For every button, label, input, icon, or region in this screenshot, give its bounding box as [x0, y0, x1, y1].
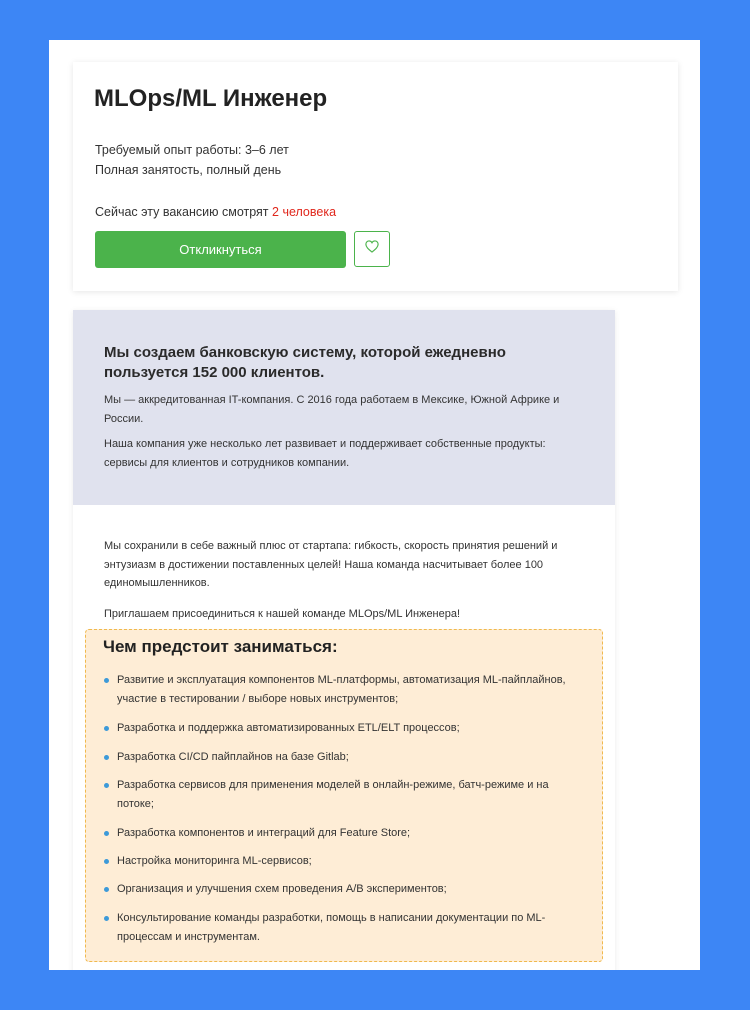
viewers-prefix: Сейчас эту вакансию смотрят: [95, 205, 269, 219]
body-paragraph: Мы сохранили в себе важный плюс от стартапа: гибкость, скорость принятия решений и энтузиазм в достижении поставленных целей! Наша команда насчитывает более 100 единомышленников.: [104, 540, 558, 589]
duty-item: [117, 776, 577, 813]
duty-item: [117, 852, 577, 871]
apply-button[interactable]: Откликнуться: [95, 231, 346, 268]
bullet-icon: [104, 887, 109, 892]
body-paragraph: Приглашаем присоединиться к нашей команде MLOps/ML Инженера!: [104, 608, 461, 620]
vacancy-description: [73, 310, 615, 970]
duty-item: [117, 671, 577, 708]
duty-text: Развитие и эксплуатация компонентов ML-платформы, автоматизация ML-пайплайнов, участие в тестировании / выборе новых инструментов;: [117, 674, 566, 705]
intro-paragraph: Наша компания уже несколько лет развивает и поддерживает собственные продукты: сервисы для клиентов и сотрудников компании.: [104, 438, 546, 469]
duties-title: Чем предстоит заниматься:: [103, 637, 338, 656]
duty-text: Настройка мониторинга ML-сервисов;: [117, 855, 312, 867]
favorite-button[interactable]: [354, 231, 390, 267]
duty-item: [117, 909, 577, 946]
duty-item: [117, 748, 577, 767]
intro-paragraph: Мы — аккредитованная IT-компания. С 2016 года работаем в Мексике, Южной Африке и России.: [104, 394, 560, 425]
bullet-icon: [104, 831, 109, 836]
vacancy-header-card: [73, 62, 678, 291]
duty-item: [117, 880, 577, 899]
bullet-icon: [104, 726, 109, 731]
duty-item: [117, 824, 577, 843]
bullet-icon: [104, 783, 109, 788]
duty-text: Разработка CI/CD пайплайнов на базе Gitlab;: [117, 751, 349, 763]
duty-text: Разработка сервисов для применения моделей в онлайн-режиме, батч-режиме и на потоке;: [117, 779, 549, 810]
bullet-icon: [104, 678, 109, 683]
viewers-info: [95, 205, 336, 219]
duties-block: [85, 629, 603, 962]
employment-text: Полная занятость, полный день: [95, 163, 282, 177]
bullet-icon: [104, 755, 109, 760]
bullet-icon: [104, 916, 109, 921]
duty-text: Разработка компонентов и интеграций для Feature Store;: [117, 827, 411, 839]
bullet-icon: [104, 859, 109, 864]
duty-text: Разработка и поддержка автоматизированных ETL/ELT процессов;: [117, 722, 460, 734]
company-intro: [73, 310, 615, 505]
experience-text: Требуемый опыт работы: 3–6 лет: [95, 143, 289, 157]
vacancy-title: MLOps/ML Инженер: [94, 85, 328, 112]
heart-outline-icon: [365, 240, 379, 258]
company-headline: Мы создаем банковскую систему, которой ежедневно пользуется 152 000 клиентов.: [104, 344, 506, 381]
viewers-count: 2 человека: [272, 205, 337, 219]
duty-item: [117, 719, 577, 738]
duty-text: Организация и улучшения схем проведения A/B экспериментов;: [117, 883, 447, 895]
vacancy-page: [49, 40, 700, 970]
duty-text: Консультирование команды разработки, помощь в написании документации по ML-процессам и инструментам.: [117, 912, 546, 943]
